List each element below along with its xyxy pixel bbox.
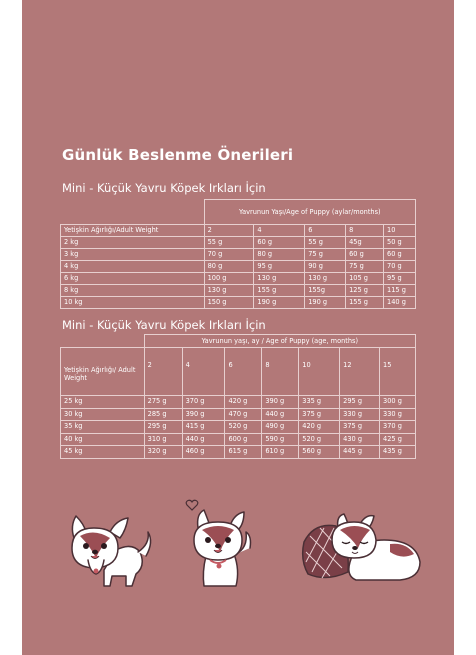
weight-cell: 6 kg bbox=[61, 273, 205, 285]
value-cell: 560 g bbox=[299, 446, 340, 459]
feeding-table-mini bbox=[60, 199, 416, 309]
table1-subtitle: Mini - Küçük Yavru Köpek Irkları İçin bbox=[62, 181, 266, 195]
value-cell: 470 g bbox=[225, 408, 262, 421]
value-cell: 60 g bbox=[384, 249, 416, 261]
table2-subtitle: Mini - Küçük Yavru Köpek Irkları İçin bbox=[62, 318, 266, 332]
value-cell: 190 g bbox=[305, 297, 346, 309]
value-cell: 70 g bbox=[384, 261, 416, 273]
table-corner bbox=[61, 335, 145, 348]
table-row bbox=[61, 249, 416, 261]
age-cell: 2 bbox=[144, 348, 182, 396]
value-cell: 115 g bbox=[384, 285, 416, 297]
value-cell: 425 g bbox=[380, 433, 416, 446]
weight-cell: 45 kg bbox=[61, 446, 145, 459]
value-cell: 310 g bbox=[144, 433, 182, 446]
weight-cell: 25 kg bbox=[61, 396, 145, 409]
value-cell: 375 g bbox=[340, 421, 380, 434]
value-cell: 90 g bbox=[305, 261, 346, 273]
value-cell: 95 g bbox=[384, 273, 416, 285]
value-cell: 610 g bbox=[262, 446, 299, 459]
weight-cell: 4 kg bbox=[61, 261, 205, 273]
table-row bbox=[61, 446, 416, 459]
row-header: Yetişkin Ağırlığı/ Adult Weight bbox=[61, 348, 145, 396]
value-cell: 370 g bbox=[182, 396, 225, 409]
value-cell: 150 g bbox=[204, 297, 254, 309]
table-row bbox=[61, 421, 416, 434]
value-cell: 140 g bbox=[384, 297, 416, 309]
value-cell: 95 g bbox=[254, 261, 305, 273]
value-cell: 45g bbox=[346, 237, 384, 249]
age-cell: 8 bbox=[262, 348, 299, 396]
value-cell: 435 g bbox=[380, 446, 416, 459]
table-row bbox=[61, 433, 416, 446]
age-cell: 15 bbox=[380, 348, 416, 396]
husky-puppy-waving-icon bbox=[190, 508, 254, 590]
value-cell: 460 g bbox=[182, 446, 225, 459]
table-row bbox=[61, 273, 416, 285]
value-cell: 295 g bbox=[340, 396, 380, 409]
value-cell: 415 g bbox=[182, 421, 225, 434]
age-cell: 4 bbox=[254, 225, 305, 237]
value-cell: 330 g bbox=[340, 408, 380, 421]
age-cell: 10 bbox=[384, 225, 416, 237]
value-cell: 440 g bbox=[182, 433, 225, 446]
value-cell: 330 g bbox=[380, 408, 416, 421]
value-cell: 50 g bbox=[384, 237, 416, 249]
feeding-table-large bbox=[60, 334, 416, 459]
value-cell: 75 g bbox=[305, 249, 346, 261]
value-cell: 520 g bbox=[299, 433, 340, 446]
age-cell: 10 bbox=[299, 348, 340, 396]
weight-cell: 8 kg bbox=[61, 285, 205, 297]
value-cell: 420 g bbox=[225, 396, 262, 409]
value-cell: 275 g bbox=[144, 396, 182, 409]
value-cell: 55 g bbox=[305, 237, 346, 249]
table-row bbox=[61, 285, 416, 297]
page-title: Günlük Beslenme Önerileri bbox=[62, 146, 294, 164]
table-row bbox=[61, 408, 416, 421]
value-cell: 105 g bbox=[346, 273, 384, 285]
value-cell: 430 g bbox=[340, 433, 380, 446]
value-cell: 375 g bbox=[299, 408, 340, 421]
value-cell: 445 g bbox=[340, 446, 380, 459]
value-cell: 190 g bbox=[254, 297, 305, 309]
value-cell: 55 g bbox=[204, 237, 254, 249]
value-cell: 490 g bbox=[262, 421, 299, 434]
weight-cell: 30 kg bbox=[61, 408, 145, 421]
value-cell: 100 g bbox=[204, 273, 254, 285]
age-cell: 8 bbox=[346, 225, 384, 237]
value-cell: 600 g bbox=[225, 433, 262, 446]
weight-cell: 40 kg bbox=[61, 433, 145, 446]
value-cell: 155 g bbox=[346, 297, 384, 309]
value-cell: 155 g bbox=[254, 285, 305, 297]
age-header: Yavrunun yaşı, ay / Age of Puppy (age, months) bbox=[144, 335, 415, 348]
value-cell: 520 g bbox=[225, 421, 262, 434]
weight-cell: 10 kg bbox=[61, 297, 205, 309]
value-cell: 390 g bbox=[262, 396, 299, 409]
weight-cell: 35 kg bbox=[61, 421, 145, 434]
age-header: Yavrunun Yaşı/Age of Puppy (aylar/months) bbox=[204, 200, 415, 225]
value-cell: 60 g bbox=[254, 237, 305, 249]
age-cell: 12 bbox=[340, 348, 380, 396]
value-cell: 300 g bbox=[380, 396, 416, 409]
table-row bbox=[61, 237, 416, 249]
age-cell: 4 bbox=[182, 348, 225, 396]
value-cell: 75 g bbox=[346, 261, 384, 273]
row-header: Yetişkin Ağırlığı/Adult Weight bbox=[61, 225, 205, 237]
husky-puppy-sleeping-icon bbox=[300, 512, 425, 586]
age-cell: 6 bbox=[225, 348, 262, 396]
value-cell: 420 g bbox=[299, 421, 340, 434]
table-row bbox=[61, 261, 416, 273]
value-cell: 295 g bbox=[144, 421, 182, 434]
table-row bbox=[61, 396, 416, 409]
value-cell: 125 g bbox=[346, 285, 384, 297]
age-cell: 6 bbox=[305, 225, 346, 237]
value-cell: 155g bbox=[305, 285, 346, 297]
value-cell: 590 g bbox=[262, 433, 299, 446]
weight-cell: 3 kg bbox=[61, 249, 205, 261]
value-cell: 370 g bbox=[380, 421, 416, 434]
age-cell: 2 bbox=[204, 225, 254, 237]
value-cell: 335 g bbox=[299, 396, 340, 409]
value-cell: 70 g bbox=[204, 249, 254, 261]
weight-cell: 2 kg bbox=[61, 237, 205, 249]
value-cell: 615 g bbox=[225, 446, 262, 459]
value-cell: 60 g bbox=[346, 249, 384, 261]
value-cell: 130 g bbox=[305, 273, 346, 285]
value-cell: 80 g bbox=[254, 249, 305, 261]
value-cell: 440 g bbox=[262, 408, 299, 421]
value-cell: 390 g bbox=[182, 408, 225, 421]
value-cell: 130 g bbox=[204, 285, 254, 297]
value-cell: 130 g bbox=[254, 273, 305, 285]
table-row bbox=[61, 297, 416, 309]
table-corner bbox=[61, 200, 205, 225]
value-cell: 80 g bbox=[204, 261, 254, 273]
value-cell: 285 g bbox=[144, 408, 182, 421]
value-cell: 320 g bbox=[144, 446, 182, 459]
husky-puppy-walking-icon bbox=[66, 508, 156, 590]
